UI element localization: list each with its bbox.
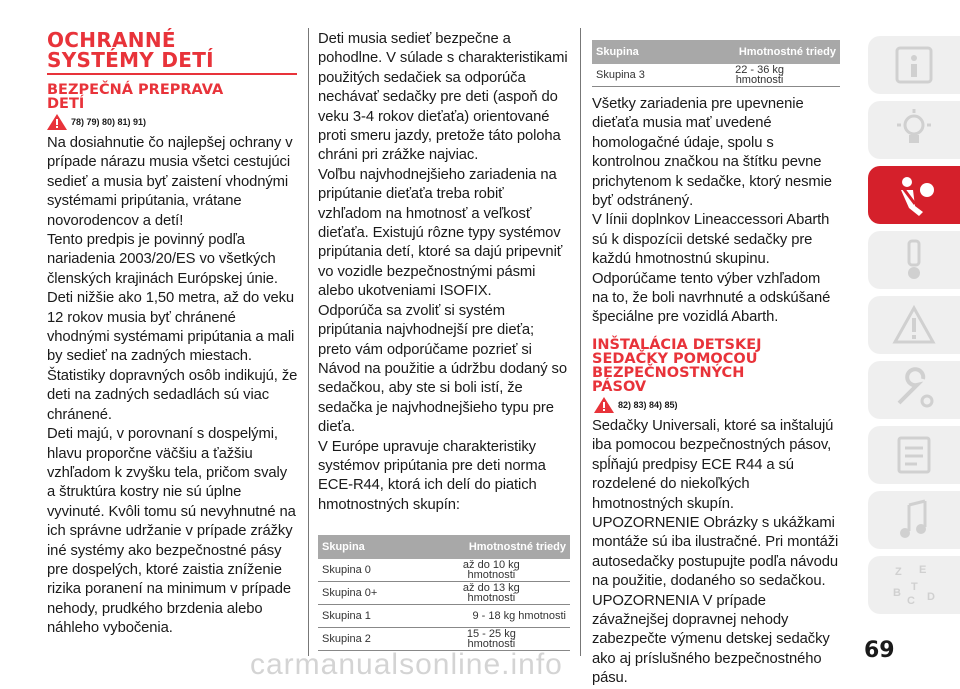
weight-group-table [318,535,570,651]
weight-line-2: hmotnosti [467,592,516,605]
paragraph: V línii doplnkov Lineaccessori Abarth sú k dispozícii detské sedačky pre každú hmotnostnú skupinu. Odporúčame tento výber vzhľadom na to, že boli navrhnuté a odskúšané špeciálne pre vozidlá Abarth. [592,212,831,326]
warning-references [594,397,840,413]
tab-car-info[interactable] [868,36,960,94]
paragraph: Tento predpis je povinný podľa nariadenia 2003/20/ES vo všetkých členských krajinách Európskej únie. [47,232,278,287]
section-title [47,30,299,70]
column-divider-1 [308,28,309,656]
tab-emergency[interactable] [868,296,960,354]
index-letter: B [893,587,901,599]
tab-maintenance[interactable] [868,361,960,419]
multimedia-icon [889,497,939,543]
paragraph: Deti nižšie ako 1,50 metra, až do veku 12 rokov musia byť chránené vhodnými systémami pripútania a mali by sedieť na zadných miestach. [47,290,295,365]
warning-references [47,114,299,130]
table-cell-group: Skupina 1 [318,605,413,628]
paragraph: Deti majú, v porovnaní s dospelými, hlavu proporčne väčšiu a ťažšiu vzhľadom k zvyšku tela, pričom svaly a štruktúra kostry nie sú úplne vyvinuté. Kvôli tomu sú nevyhnutné na ich správne udržanie v prípade zrážky iné systémy ako bezpečnostné pásy pre dospelých, ktoré zaistia zníženie rizika poranení na minimum v prípade nehody, prudkého brzdenia alebo náhleho vybočenia. [47,426,296,637]
table-header-row [592,40,840,64]
warning-triangle-icon [889,302,939,348]
section-title-line-2: SYSTÉMY DETÍ [47,48,214,72]
section-title-line-1: OCHRANNÉ [47,28,176,52]
paragraph: Voľbu najvhodnejšieho zariadenia na pripútanie dieťaťa treba robiť vzhľadom na hmotnosť a veľkosť dieťaťa. Existujú rôzne typy systémov pripútania detí, ktoré sa dajú pripevniť vo vozidle bezpečnostnými pásmi alebo ukotveniami ISOFIX. [318,166,563,300]
car-info-icon [889,42,939,88]
title-rule [47,73,297,75]
weight-line-1: 22 - 36 kg [735,64,784,76]
maintenance-icon [889,367,939,413]
reference-numbers: 78) 79) 80) 81) 91) [71,117,147,127]
weight-line-2: hmotnosti [467,638,516,651]
paragraph: Na dosiahnutie čo najlepšej ochrany v prípade nárazu musia všetci cestujúci sedieť a musia byť zaistení vhodnými systémami pripútania, vrátane novorodencov a detí! [47,135,293,229]
page-number: 69 [864,638,895,663]
table-header-weight: Hmotnostné triedy [679,40,840,64]
column-2 [318,30,570,651]
subsection-title-line-1: BEZPEČNÁ PREPRAVA [47,82,224,98]
table-cell-group: Skupina 0+ [318,582,413,605]
column-1 [47,30,299,639]
warning-triangle-icon [594,397,614,413]
heading-line-3: BEZPEČNOSTNÝCH [592,364,745,381]
index-letter: C [907,595,915,607]
table-header-row [318,535,570,559]
table-row [592,64,840,87]
index-letter: D [927,591,935,603]
paragraph: UPOZORNENIA V prípade závažnejšej dopravnej nehody zabezpečte výmenu detskej sedačky ako aj príslušného bezpečnostného pásu. [592,592,830,687]
weight-group-table-continued [592,40,840,87]
technical-data-icon [889,432,939,478]
weight-line-1: až do 13 kg [462,582,520,595]
paragraph: Štatistiky dopravných osôb indikujú, že deti na zadných sedadlách sú viac chránené. [47,367,298,423]
tab-safety[interactable] [868,166,960,224]
tab-dashboard-lights[interactable] [868,101,960,159]
index-letter: T [911,581,918,593]
column-3 [592,40,840,689]
table-cell-weight [679,64,840,87]
table-cell-weight [413,582,570,605]
heading-line-4: PÁSOV [592,378,647,395]
dashboard-light-icon [889,107,939,153]
tab-technical-data[interactable] [868,426,960,484]
subsection-title-installation [592,338,840,394]
watermark: carmanualsonline.info [250,648,563,681]
paragraph: Sedačky Universali, ktoré sa inštalujú iba pomocou bezpečnostných pásov, spĺňajú predpisy ECE R44 a sú rozdelené do niekoľkých hmotnostných skupín. [592,417,834,512]
index-letter: E [919,564,927,576]
table-row [318,582,570,605]
table-cell-weight: 9 - 18 kg hmotnosti [413,605,570,628]
weight-line-1: 15 - 25 kg [466,628,516,641]
table-cell-group: Skupina 0 [318,559,413,582]
heading-line-2: SEDAČKY POMOCOU [592,350,758,367]
subsection-title [47,83,299,111]
paragraph: Všetky zariadenia pre upevnenie dieťaťa musia mať uvedené homologačné údaje, spolu s kontrolnou značkou na štítku pevne prichytenom k sedačke, ktorý nesmie byť odstránený. [592,96,832,210]
subsection-title-line-2: DETÍ [47,96,85,112]
weight-line-2: hmotnosti [735,74,784,86]
table-cell-group: Skupina 3 [592,64,679,87]
table-row [318,559,570,582]
table-header-weight: Hmotnostné triedy [413,535,570,559]
paragraph: Deti musia sedieť bezpečne a pohodlne. V súlade s charakteristikami použitých sedačiek sa odporúča nechávať sedačky pre deti (aspoň do veku 3-4 rokov dieťaťa) orientované proti smeru jazdy, pretože táto poloha chráni pri zrážke najviac. [318,31,568,164]
index-icon [889,562,939,608]
paragraph: V Európe upravuje charakteristiky systémov pripútania pre deti norma ECE-R44, ktorá ich delí do piatich hmotnostných skupín: [318,438,546,513]
table-header-group: Skupina [318,535,413,559]
weight-line-1: až do 10 kg [462,559,520,572]
tab-starting-driving[interactable] [868,231,960,289]
starting-driving-icon [889,237,939,283]
tab-multimedia[interactable] [868,491,960,549]
paragraph: UPOZORNENIE Obrázky s ukážkami montáže sú iba ilustračné. Pri montáži autosedačky postupujte podľa návodu na použitie, dodaného so sedačkou. [592,514,839,590]
weight-line-2: hmotnosti [467,569,516,582]
paragraph: Odporúča sa zvoliť si systém pripútania najvhodnejší pre dieťa; preto vám odporúčame pozrieť si Návod na použitie a údržbu dodaný so sedačkou, aby ste si boli istí, že sedačka je najvhodnejšieho typu pre dieťa. [318,302,567,436]
reference-numbers: 82) 83) 84) 85) [618,399,678,410]
seatbelt-airbag-icon [889,172,939,218]
table-cell-weight [413,559,570,582]
column-divider-2 [580,28,581,656]
tab-index[interactable] [868,556,960,614]
table-row [318,605,570,628]
warning-triangle-icon [47,114,67,130]
chapter-tabs [868,36,960,621]
table-cell-group: Skupina 2 [318,628,413,651]
heading-line-1: INŠTALÁCIA DETSKEJ [592,336,762,353]
table-header-group: Skupina [592,40,679,64]
index-letter: Z [895,566,902,578]
